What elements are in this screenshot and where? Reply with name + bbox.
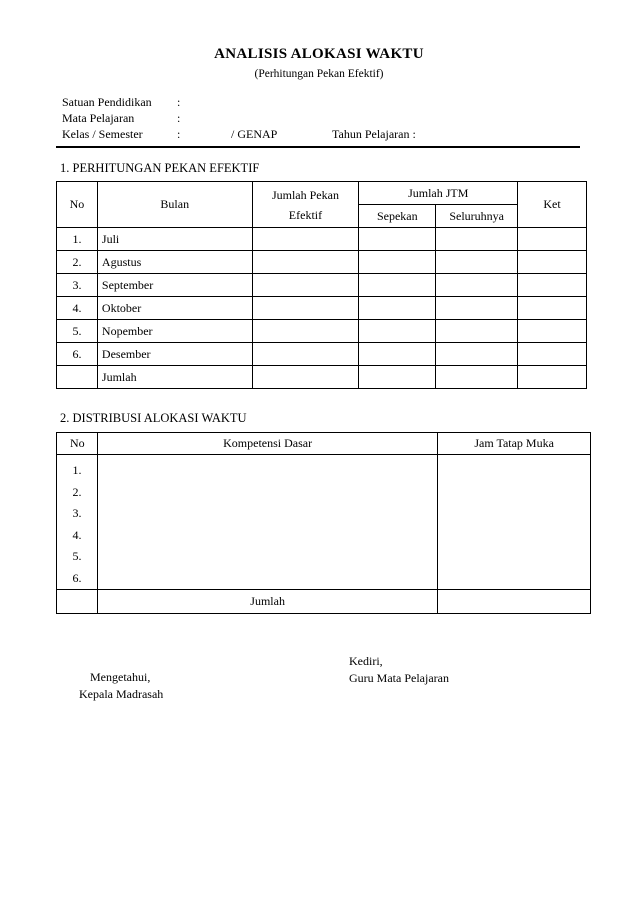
row-ket-cell [518, 274, 587, 297]
distribusi-table [56, 432, 591, 614]
mapel-colon: : [177, 111, 181, 125]
row-number: 4. [57, 297, 98, 320]
col-pekan-header [252, 182, 359, 228]
row-ket-cell [518, 297, 587, 320]
table-row [57, 274, 587, 297]
row-sepekan-cell [359, 320, 436, 343]
row-seluruhnya-cell [436, 228, 518, 251]
section1-title: 1. PERHITUNGAN PEKAN EFEKTIF [60, 161, 260, 175]
jam-cell [438, 455, 591, 590]
total-ket-cell [518, 366, 587, 389]
row-pekan-cell [252, 297, 359, 320]
col-no-header: No [57, 433, 98, 455]
kompetensi-cell [97, 455, 437, 590]
number-list-cell [57, 455, 98, 590]
kepala-madrasah-label: Kepala Madrasah [79, 687, 164, 701]
document-title: ANALISIS ALOKASI WAKTU [214, 46, 424, 62]
document-subtitle: (Perhitungan Pekan Efektif) [254, 68, 384, 80]
row-number: 2. [57, 251, 98, 274]
col-sepekan-header: Sepekan [359, 205, 436, 228]
row-number: 5. [57, 320, 98, 343]
col-ket-header: Ket [518, 182, 587, 228]
total-number-cell [57, 366, 98, 389]
row-sepekan-cell [359, 228, 436, 251]
row-month: September [97, 274, 252, 297]
total-label: Jumlah [97, 366, 252, 389]
list-item-number: 1. [72, 463, 82, 477]
row-pekan-cell [252, 251, 359, 274]
col-no-header: No [57, 182, 98, 228]
total-seluruhnya-cell [436, 366, 518, 389]
row-seluruhnya-cell [436, 274, 518, 297]
row-pekan-cell [252, 343, 359, 366]
header-divider [56, 146, 580, 148]
guru-mapel-label: Guru Mata Pelajaran [349, 671, 449, 685]
satuan-label: Satuan Pendidikan [62, 95, 152, 109]
row-ket-cell [518, 228, 587, 251]
row-seluruhnya-cell [436, 251, 518, 274]
row-seluruhnya-cell [436, 343, 518, 366]
row-number: 1. [57, 228, 98, 251]
table-row [57, 251, 587, 274]
satuan-colon: : [177, 95, 181, 109]
row-sepekan-cell [359, 343, 436, 366]
kediri-label: Kediri, [349, 654, 383, 668]
total-sepekan-cell [359, 366, 436, 389]
row-pekan-cell [252, 274, 359, 297]
row-seluruhnya-cell [436, 320, 518, 343]
row-ket-cell [518, 251, 587, 274]
mapel-label: Mata Pelajaran [62, 111, 135, 125]
row-sepekan-cell [359, 251, 436, 274]
table-row [57, 228, 587, 251]
pekan-header-line1: Jumlah Pekan [271, 187, 339, 202]
row-month: Agustus [97, 251, 252, 274]
table-row [57, 297, 587, 320]
row-seluruhnya-cell [436, 297, 518, 320]
list-item-number: 6. [72, 570, 82, 585]
total-row [57, 366, 587, 389]
pekan-efektif-table [56, 181, 587, 389]
table-row [57, 320, 587, 343]
col-seluruhnya-header: Seluruhnya [436, 205, 518, 228]
row-month: Oktober [97, 297, 252, 320]
semester-value: / GENAP [231, 127, 278, 141]
row-month: Nopember [97, 320, 252, 343]
kelas-colon: : [177, 127, 181, 141]
row-pekan-cell [252, 320, 359, 343]
row-ket-cell [518, 343, 587, 366]
pekan-header-line2: Efektif [288, 207, 323, 222]
mengetahui-label: Mengetahui, [90, 670, 151, 684]
row-pekan-cell [252, 228, 359, 251]
list-item-number: 3. [72, 506, 82, 520]
row-sepekan-cell [359, 274, 436, 297]
row-ket-cell [518, 320, 587, 343]
col-jtm-header: Jumlah JTM [359, 182, 518, 205]
kelas-label: Kelas / Semester [62, 127, 143, 141]
col-kompetensi-header: Kompetensi Dasar [97, 433, 437, 455]
col-jam-header: Jam Tatap Muka [438, 433, 591, 455]
list-item-number: 5. [72, 549, 82, 563]
row-month: Desember [97, 343, 252, 366]
total-jam-cell [438, 590, 591, 614]
total-label: Jumlah [97, 590, 437, 614]
tahun-label: Tahun Pelajaran : [332, 127, 416, 141]
row-number: 6. [57, 343, 98, 366]
row-month: Juli [97, 228, 252, 251]
total-number-cell [57, 590, 98, 614]
col-bulan-header: Bulan [97, 182, 252, 228]
total-pekan-cell [252, 366, 359, 389]
table-row [57, 343, 587, 366]
list-item-number: 4. [72, 527, 82, 542]
list-item-number: 2. [72, 484, 82, 499]
row-number: 3. [57, 274, 98, 297]
section2-title: 2. DISTRIBUSI ALOKASI WAKTU [60, 411, 247, 425]
row-sepekan-cell [359, 297, 436, 320]
